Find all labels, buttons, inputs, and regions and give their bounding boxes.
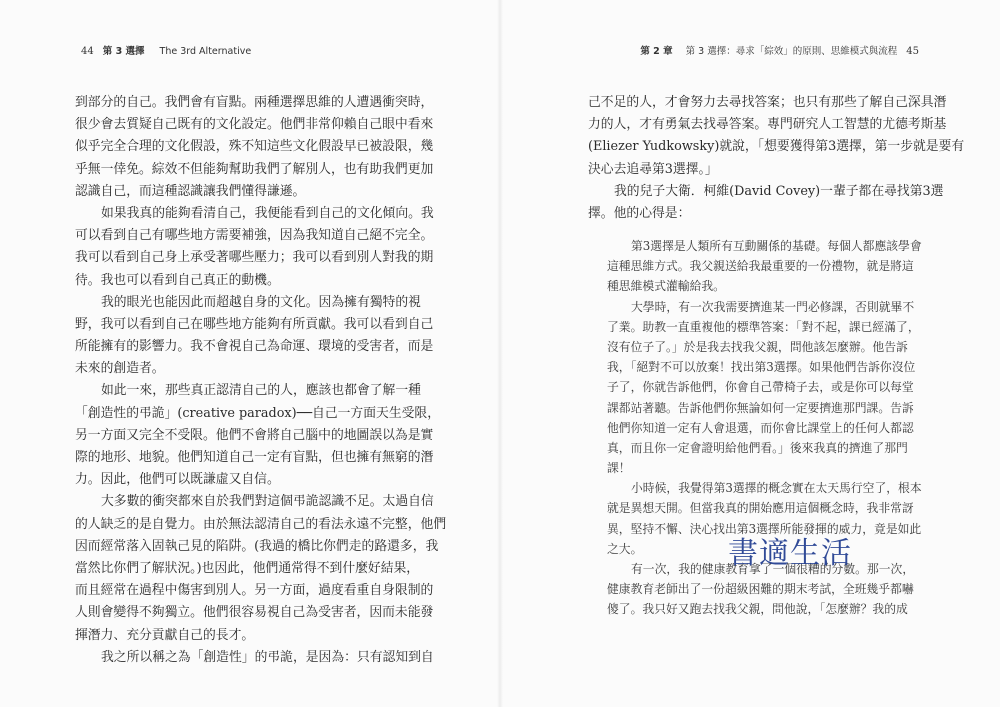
text-line: 的人缺乏的是自覺力。由於無法認清自己的看法永遠不完整，他們 bbox=[75, 516, 447, 532]
quote-line: 大學時，有一次我需要擠進某一門必修課，否則就畢不 bbox=[631, 299, 915, 314]
text-line: 擇。他的心得是： bbox=[588, 205, 691, 221]
quote-line: 這種思維方式。我父親送給我最重要的一份禮物，就是將這 bbox=[607, 259, 914, 274]
text-line: 乎無一倖免。綜效不但能夠幫助我們了解別人，也有助我們更加 bbox=[75, 161, 434, 177]
quote-line: 有一次，我的健康教育拿了一個很糟的分數。那一次， bbox=[631, 562, 915, 576]
text-line: 很少會去質疑自己既有的文化設定。他們非常仰賴自己眼中看來 bbox=[75, 117, 434, 133]
quote-line: 我，「絕對不可以放棄！找出第3選擇。如果他們告訴你沒位 bbox=[607, 360, 916, 375]
quote-line: 真，而且你一定會證明給他們看。」後來我真的擠進了那門 bbox=[607, 440, 908, 455]
text-line: 如此一來，那些真正認清自己的人，應該也都會了解一種 bbox=[101, 383, 421, 399]
quote-line: 就是異想天開。但當我真的開始應用這個概念時，我非常訝 bbox=[607, 501, 914, 516]
quote-line: 第3選擇是人類所有互動關係的基礎。每個人都應該學會 bbox=[631, 239, 922, 253]
quote-line: 子了，你就告訴他們，你會自己帶椅子去，或是你可以每堂 bbox=[607, 380, 914, 395]
text-line: 所能擁有的影響力。我不會視自己為命運、環境的受害者，而是 bbox=[75, 339, 434, 355]
text-line: 另一方面又完全不受限。他們不會將自己腦中的地圖誤以為是實 bbox=[75, 427, 434, 443]
text-line: 未來的創造者。 bbox=[75, 361, 165, 377]
text-line: 大多數的衝突都來自於我們對這個弔詭認識不足。太過自信 bbox=[101, 494, 434, 510]
text-line: 揮潛力、充分貢獻自己的長才。 bbox=[75, 627, 255, 643]
text-line: 到部分的自己。我們會有盲點。兩種選擇思維的人遭遇衝突時， bbox=[75, 95, 434, 110]
text-line: 我的眼光也能因此而超越自身的文化。因為擁有獨特的視 bbox=[101, 294, 421, 310]
text-line: 而且經常在過程中傷害到別人。另一方面，過度看重自身限制的 bbox=[75, 583, 434, 599]
running-head-right bbox=[640, 43, 925, 57]
right-page bbox=[500, 0, 1000, 707]
quote-line: 他們你知道一定有人會退選，而你會比課堂上的任何人都認 bbox=[607, 420, 914, 435]
text-line: 「創造性的弔詭」(creative paradox)──自己一方面天生受限， bbox=[75, 405, 441, 421]
page-number-right: 45 bbox=[906, 46, 919, 57]
quote-line: 小時候，我覺得第3選擇的概念實在太天馬行空了，根本 bbox=[631, 481, 922, 496]
running-head-left bbox=[75, 43, 251, 57]
quote-line: 課都站著聽。告訴他們你無論如何一定要擠進那門課。告訴 bbox=[607, 400, 914, 415]
running-head-title-right: 第 3 選擇：尋求「綜效」的原則、思維模式與流程 bbox=[685, 46, 898, 57]
text-line: 決心去追尋第3選擇。」 bbox=[588, 161, 718, 177]
text-line: 當然比你們了解狀況。)也因此，他們通常得不到什麼好結果， bbox=[75, 560, 420, 576]
running-head-chapter-right: 第 2 章 bbox=[640, 46, 673, 57]
quote-line: 種思維模式灌輸給我。 bbox=[607, 279, 725, 294]
quote-line: 健康教育老師出了一份超級困難的期末考試，全班幾乎都嚇 bbox=[607, 582, 914, 597]
text-line: 如果我真的能夠看清自己，我便能看到自己的文化傾向。我 bbox=[101, 205, 434, 221]
right-body-text bbox=[588, 92, 965, 225]
text-line: 可以看到自己有哪些地方需要補強，因為我知道自己絕不完全。 bbox=[75, 228, 434, 244]
quote-line: 了業。助教一直重複他的標準答案：「對不起，課已經滿了， bbox=[607, 319, 920, 334]
text-line: 力的人，才有勇氣去找尋答案。專門研究人工智慧的尤德考斯基 bbox=[588, 117, 947, 133]
quote-line: 之大。 bbox=[607, 541, 643, 556]
text-line: 我之所以稱之為「創造性」的弔詭，是因為：只有認知到自 bbox=[101, 649, 434, 665]
text-line: 我可以看到自己身上承受著哪些壓力；我可以看到別人對我的期 bbox=[75, 250, 434, 266]
quote-line: 沒有位子了。」於是我去找我父親，問他該怎麼辦。他告訴 bbox=[607, 339, 908, 354]
quote-line: 異，堅持不懈、決心找出第3選擇所能發揮的威力，竟是如此 bbox=[607, 521, 922, 536]
text-line: 人則會變得不夠獨立。他們很容易視自己為受害者，因而未能發 bbox=[75, 605, 434, 621]
left-body-text bbox=[75, 92, 447, 669]
text-line: 野，我可以看到自己在哪些地方能夠有所貢獻。我可以看到自己 bbox=[75, 316, 434, 332]
text-line: 力。因此，他們可以既謙虛又自信。 bbox=[75, 472, 280, 488]
page-number-left: 44 bbox=[81, 46, 94, 57]
text-line: 似乎完全合理的文化假設，殊不知這些文化假設早已被設限，幾 bbox=[75, 139, 434, 155]
text-line: 待。我也可以看到自己真正的動機。 bbox=[75, 272, 280, 288]
text-line: 認識自己，而這種認識讓我們懂得謙遜。 bbox=[75, 183, 306, 199]
quote-line: 課！ bbox=[607, 461, 631, 476]
running-head-title-left: The 3rd Alternative bbox=[159, 46, 252, 57]
text-line: (Eliezer Yudkowsky)就說，「想要獲得第3選擇，第一步就是要有 bbox=[588, 139, 965, 155]
watermark-logo: 書適生活 bbox=[728, 536, 852, 571]
text-line: 際的地形、地貌。他們知道自己一定有盲點，但也擁有無窮的潛 bbox=[75, 450, 434, 465]
text-line: 我的兒子大衛．柯維(David Covey)一輩子都在尋找第3選 bbox=[614, 183, 944, 199]
quote-line: 傻了。我只好又跑去找我父親，問他說，「怎麼辦？我的成 bbox=[607, 602, 908, 617]
text-line: 己不足的人，才會努力去尋找答案；也只有那些了解自己深具潛 bbox=[588, 95, 947, 110]
running-head-chapter-left: 第 3 選擇 bbox=[102, 46, 145, 57]
text-line: 因而經常落入固執己見的陷阱。(我過的橋比你們走的路還多，我 bbox=[75, 538, 439, 554]
